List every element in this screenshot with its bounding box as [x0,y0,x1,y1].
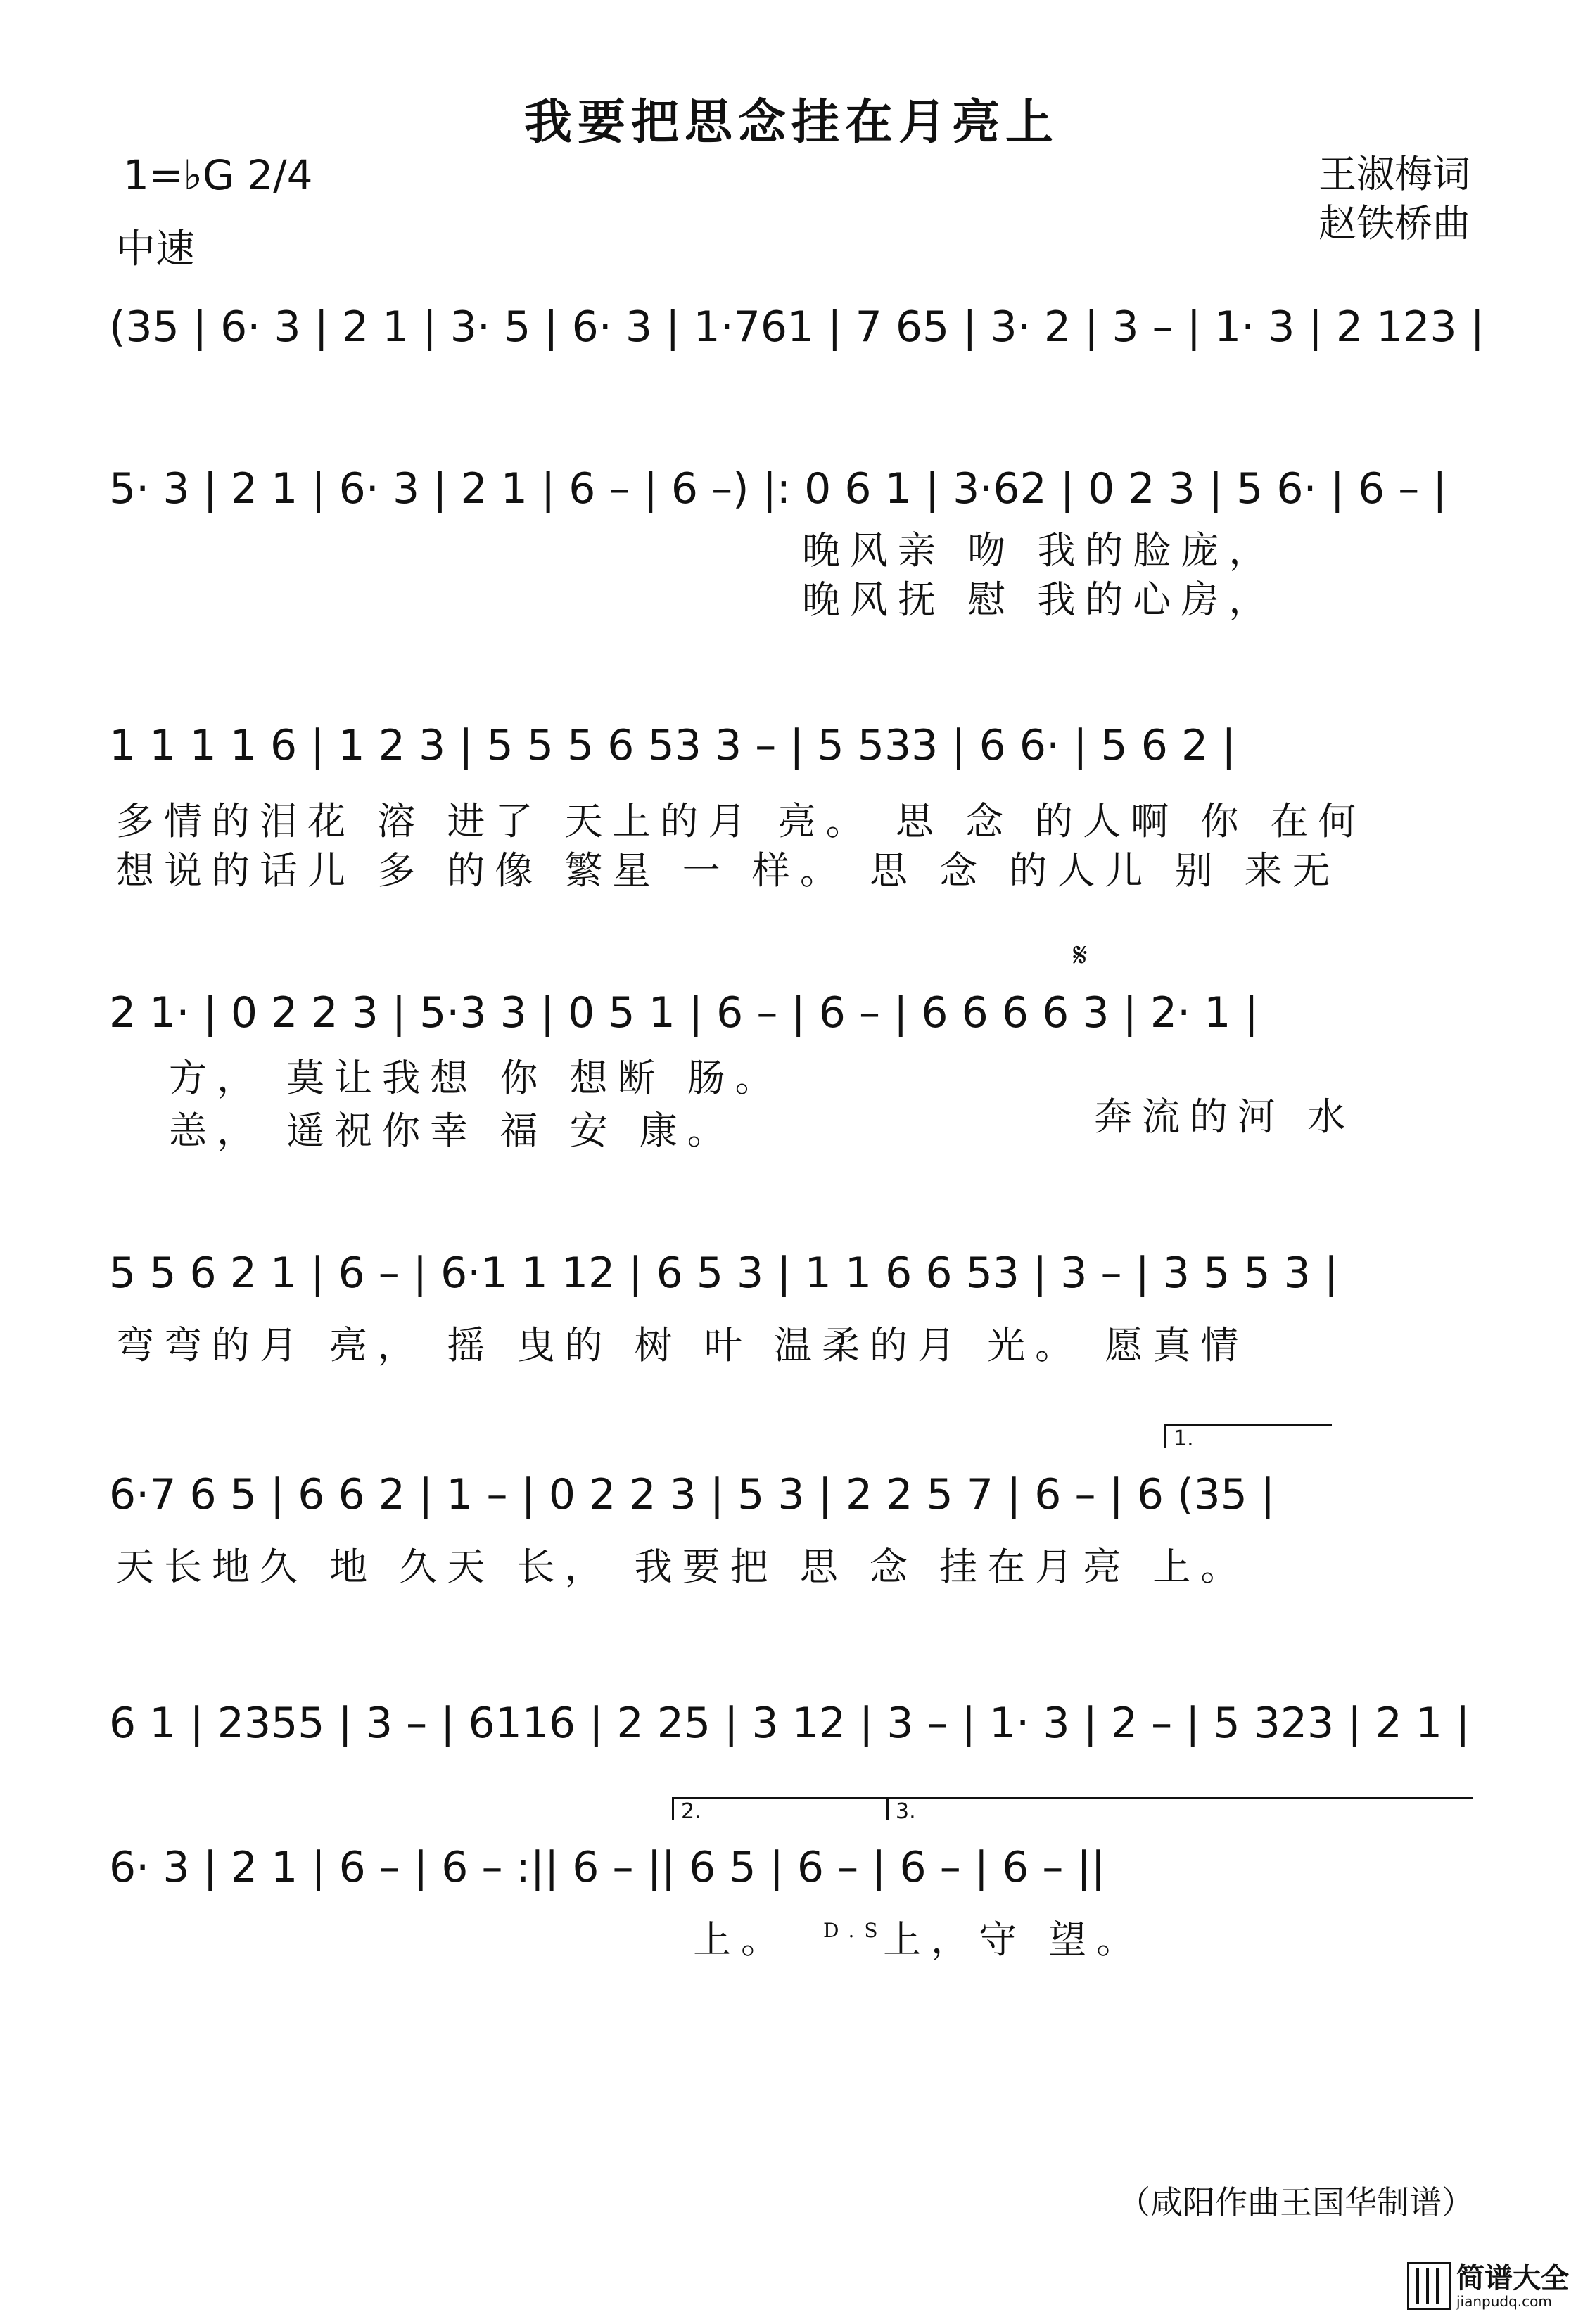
notation: 6 1 | 2355 | 3 – | 6116 | 2 25 | 3 12 | 3 – | 1· 3 | 2 – | 5 323 | 2 1 | [109,1699,1470,1748]
notation: 5 5 6 2 1 | 6 – | 6·1 1 12 | 6 5 3 | 1 1 6 6 53 | 3 – | 3 5 5 3 | [109,1249,1339,1298]
key-signature: 1=♭G 2/4 [123,151,313,199]
lyrics-ending-2: 上。 [693,1917,789,1962]
lyrics-chorus: 弯弯的月 亮， 摇 曳的 树 叶 温柔的月 光。 愿真情 [116,1323,1249,1367]
notation: (35 | 6· 3 | 2 1 | 3· 5 | 6· 3 | 1·761 | 7 65 | 3· 2 | 3 – | 1· 3 | 2 123 | [109,302,1485,352]
notation: 5· 3 | 2 1 | 6· 3 | 2 1 | 6 – | 6 –) |: 0 6 1 | 3·62 | 0 2 3 | 5 6· | 6 – | [109,464,1447,513]
lyrics-verse-1: 多情的泪花 溶 进了 天上的月 亮。 思 念 的人啊 你 在何 [116,799,1366,843]
score-line-8 [109,1825,1481,1910]
notation: 6·7 6 5 | 6 6 2 | 1 – | 0 2 2 3 | 5 3 | 2 2 5 7 | 6 – | 6 (35 | [109,1470,1276,1519]
ds-marking: D.S [823,1919,888,1942]
lyrics-verse-2: 想说的话儿 多 的像 繁星 一 样。 思 念 的人儿 别 来无 [116,848,1340,893]
notation: 6· 3 | 2 1 | 6 – | 6 – :|| 6 – || 6 5 | 6 – | 6 – | 6 – || [109,1843,1105,1892]
score-line-1 [109,285,1485,369]
logo-url: jianpudq.com [1456,2293,1552,2310]
lyrics-verse-1: 晚风亲 吻 我的脸庞， [802,528,1277,573]
volta-3: 3. [886,1797,1473,1820]
logo-text: 简谱大全 [1456,2262,1569,2294]
lyrics-ending-3: 上，守 望。 [883,1917,1145,1962]
score-line-5 [109,1231,1481,1315]
lyrics-verse-2: 晚风抚 慰 我的心房， [802,577,1277,622]
site-logo[interactable] [1407,2258,1572,2314]
arranger-credit: （咸阳作曲王国华制谱） [1118,2183,1474,2221]
piano-icon [1407,2262,1451,2310]
volta-2: 2. [672,1797,892,1820]
lyricist: 王淑梅词 [1318,152,1470,196]
lyrics-verse-2: 恙， 遥祝你幸 福 安 康。 [169,1109,735,1153]
score-line-7 [109,1681,1481,1766]
score-line-3 [109,703,1481,788]
tempo-marking: 中速 [116,226,195,272]
score-line-2 [109,447,1481,531]
composer: 赵铁桥曲 [1318,201,1470,245]
lyrics-verse-1: 方， 莫让我想 你 想断 肠。 [169,1056,783,1100]
notation: 2 1· | 0 2 2 3 | 5·3 3 | 0 5 1 | 6 – | 6 – | 6 6 6 6 3 | 2· 1 | [109,988,1259,1038]
score-line-4 [109,971,1481,1055]
segno-sign: 𝄋 [1073,936,1088,975]
volta-1: 1. [1164,1424,1332,1448]
lyrics-chorus: 天长地久 地 久天 长， 我要把 思 念 挂在月亮 上。 [116,1545,1249,1589]
lyrics-chorus: 奔流的河 水 [1094,1094,1356,1139]
score-line-6 [109,1452,1481,1537]
notation: 1 1 1 1 6 | 1 2 3 | 5 5 5 6 53 3 – | 5 533 | 6 6· | 5 6 2 | [109,721,1236,770]
song-title: 我要把思念挂在月亮上 [523,94,1059,151]
